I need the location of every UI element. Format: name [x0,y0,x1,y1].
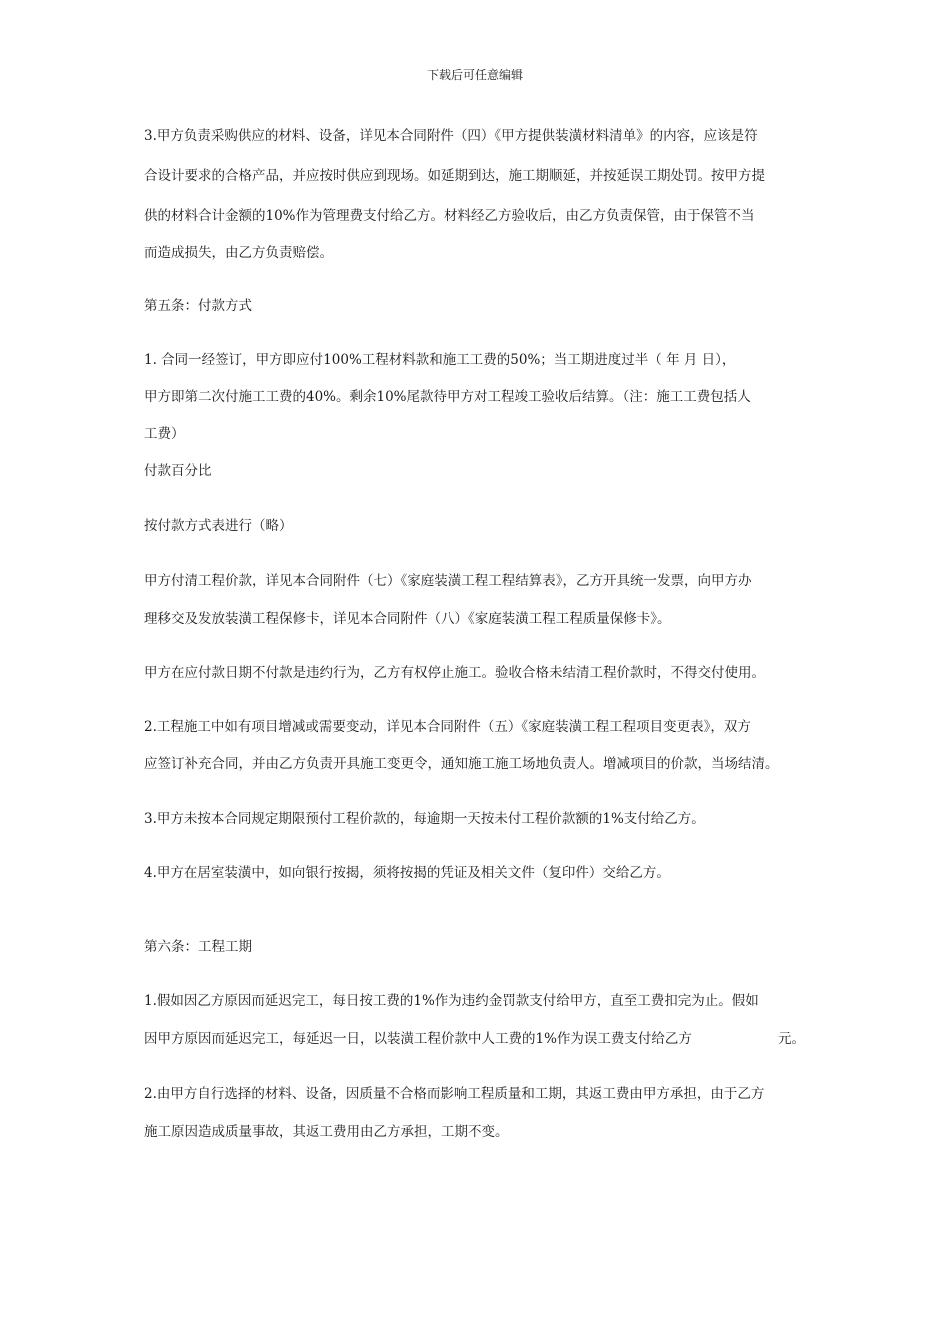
page-header: 下载后可任意编辑 [426,68,523,82]
text-line: 理移交及发放装潢工程保修卡，详见本合同附件（八）《家庭装潢工程工程质量保修卡》。 [144,611,671,627]
section-heading: 第五条：付款方式 [144,298,252,314]
text-line-amount-unit: 元。 [778,1031,805,1047]
text-line: 1.假如因乙方原因而延迟完工，每日按工费的1%作为违约金罚款支付给甲方，直至工费扣完为止。假如 [144,993,759,1009]
text-line: 2.由甲方自行选择的材料、设备，因质量不合格而影响工程质量和工期，其返工费由甲方承担，由于乙方 [144,1086,765,1102]
text-line: 按付款方式表进行（略） [144,518,293,534]
text-line: 而造成损失，由乙方负责赔偿。 [144,245,333,261]
text-line: 甲方即第二次付施工工费的40%。剩余10%尾款待甲方对工程竣工验收后结算。（注：施工工费包括人 [144,389,751,405]
text-line: 甲方在应付款日期不付款是违约行为，乙方有权停止施工。验收合格未结清工程价款时，不得交付使用。 [144,665,765,681]
text-line: 工费） [144,426,185,442]
text-line: 应签订补充合同，并由乙方负责开具施工变更令，通知施工施工场地负责人。增减项目的价款，当场结清。 [144,756,779,772]
text-line: 供的材料合计金额的10%作为管理费支付给乙方。材料经乙方验收后，由乙方负责保管，由于保管不当 [144,208,755,224]
text-line: 3.甲方负责采购供应的材料、设备，详见本合同附件（四）《甲方提供装潢材料清单》的内容，应该是符 [144,128,758,144]
text-line: 2.工程施工中如有项目增减或需要变动，详见本合同附件（五）《家庭装潢工程工程项目变更表》，双方 [144,719,751,735]
text-line: 因甲方原因而延迟完工，每延迟一日，以装潢工程价款中人工费的1%作为误工费支付给乙方 [144,1031,692,1047]
text-line: 4.甲方在居室装潢中，如向银行按揭，须将按揭的凭证及相关文件（复印件）交给乙方。 [144,865,670,881]
text-line: 合设计要求的合格产品，并应按时供应到现场。如延期到达，施工期顺延，并按延误工期处罚。按甲方提 [144,168,765,184]
text-line: 施工原因造成质量事故，其返工费用由乙方承担，工期不变。 [144,1124,509,1140]
text-line: 1. 合同一经签订，甲方即应付100%工程材料款和施工工费的50%；当工期进度过半（ 年 月 日）， [144,352,736,368]
text-line: 甲方付清工程价款，详见本合同附件（七）《家庭装潢工程工程结算表》，乙方开具统一发票，向甲方办 [144,573,752,589]
text-line: 付款百分比 [144,463,212,479]
text-line: 3.甲方未按本合同规定期限预付工程价款的，每逾期一天按未付工程价款额的1%支付给乙方。 [144,811,705,827]
section-heading: 第六条：工程工期 [144,939,252,955]
